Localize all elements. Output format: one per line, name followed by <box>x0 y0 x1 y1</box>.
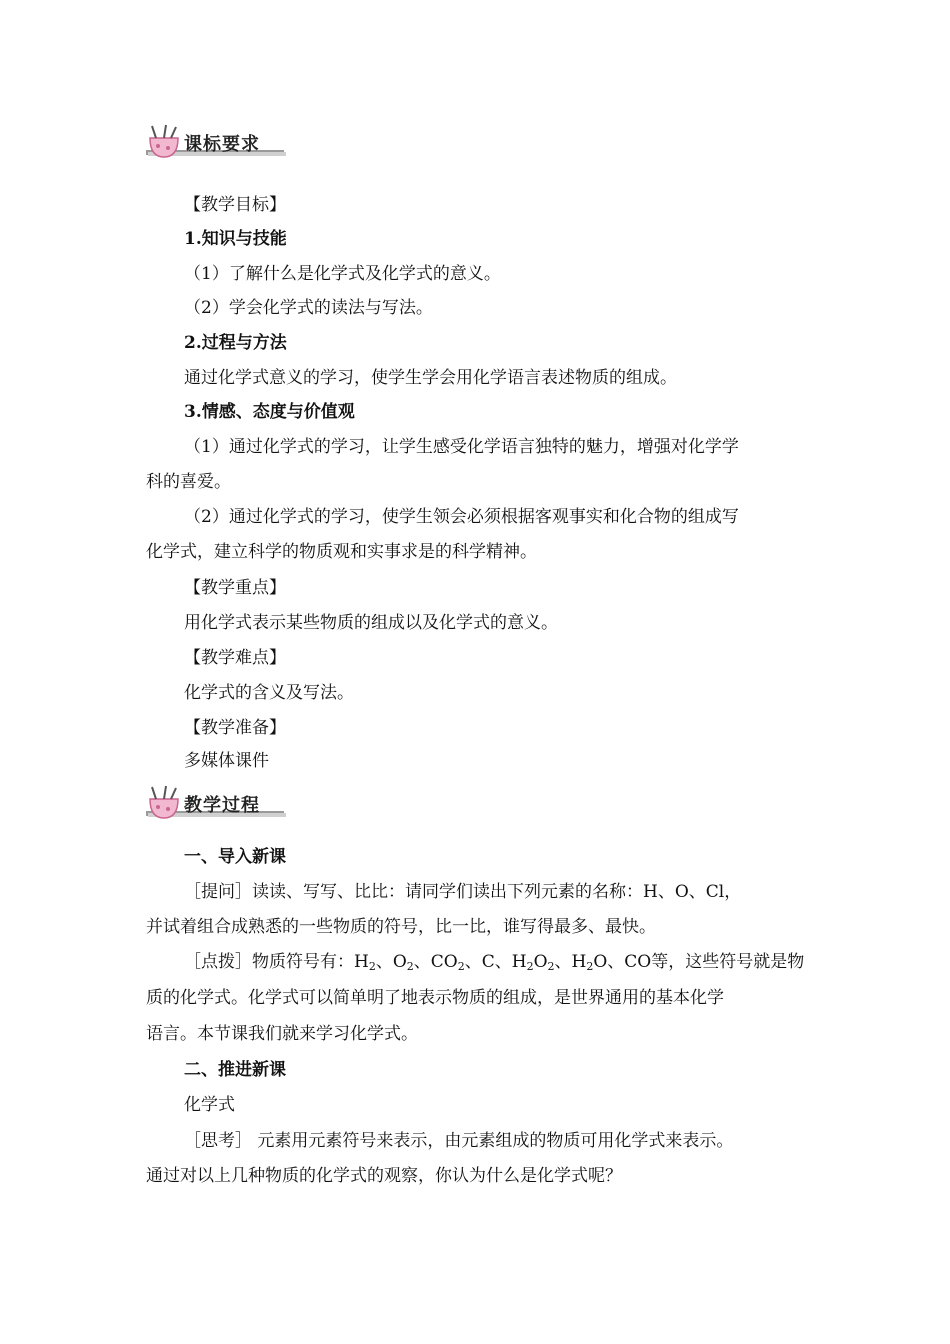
heading-preparation: 【教学准备】 <box>184 718 286 738</box>
text-line: 用化学式表示某些物质的组成以及化学式的意义。 <box>184 613 558 633</box>
text-line: 质的化学式。化学式可以简单明了地表示物质的组成，是世界通用的基本化学 <box>146 988 724 1008</box>
heading-key-points: 【教学重点】 <box>184 578 286 598</box>
heading-teaching-goals: 【教学目标】 <box>184 195 286 215</box>
heading-difficulties: 【教学难点】 <box>184 648 286 668</box>
subheading-new-lesson: 二、推进新课 <box>184 1060 286 1080</box>
text-line: 通过化学式意义的学习，使学生学会用化学语言表述物质的组成。 <box>184 368 677 388</box>
text-line: 并试着组合成熟悉的一些物质的符号，比一比，谁写得最多、最快。 <box>146 917 656 937</box>
text-line: 化学式 <box>184 1095 235 1115</box>
text-line: （2）通过化学式的学习，使学生领会必须根据客观事实和化合物的组成写 <box>184 507 739 527</box>
text-line: ［思考］ 元素用元素符号来表示，由元素组成的物质可用化学式来表示。 <box>184 1131 734 1151</box>
subheading-process: 2.过程与方法 <box>184 333 287 353</box>
subheading-knowledge: 1.知识与技能 <box>184 229 287 249</box>
text-line: 语言。本节课我们就来学习化学式。 <box>146 1024 418 1044</box>
text-line-formulas: ［点拨］物质符号有：$H_2$、$O_2$、$CO_2$、C、$H_2O_2$、$H_2O$、CO等，这些符号就是物 <box>184 952 805 973</box>
text-line: （1）通过化学式的学习，让学生感受化学语言独特的魅力，增强对化学学 <box>184 437 739 457</box>
section-title: 教学过程 <box>184 795 260 816</box>
text-line: （2）学会化学式的读法与写法。 <box>184 298 433 318</box>
text-line: 多媒体课件 <box>184 751 269 771</box>
section-banner-process <box>144 785 286 821</box>
text-line: ［提问］读读、写写、比比：请同学们读出下列元素的名称：H、O、Cl， <box>184 882 742 902</box>
subheading-emotion: 3.情感、态度与价值观 <box>184 402 355 422</box>
subheading-intro: 一、导入新课 <box>184 847 286 867</box>
text-line: 科的喜爱。 <box>146 472 231 492</box>
section-title: 课标要求 <box>184 134 260 155</box>
text-line: （1）了解什么是化学式及化学式的意义。 <box>184 264 501 284</box>
text-line: 通过对以上几种物质的化学式的观察，你认为什么是化学式呢？ <box>146 1166 622 1186</box>
text-line: 化学式，建立科学的物质观和实事求是的科学精神。 <box>146 542 537 562</box>
text-line: 化学式的含义及写法。 <box>184 683 354 703</box>
section-banner-requirements <box>144 124 286 160</box>
